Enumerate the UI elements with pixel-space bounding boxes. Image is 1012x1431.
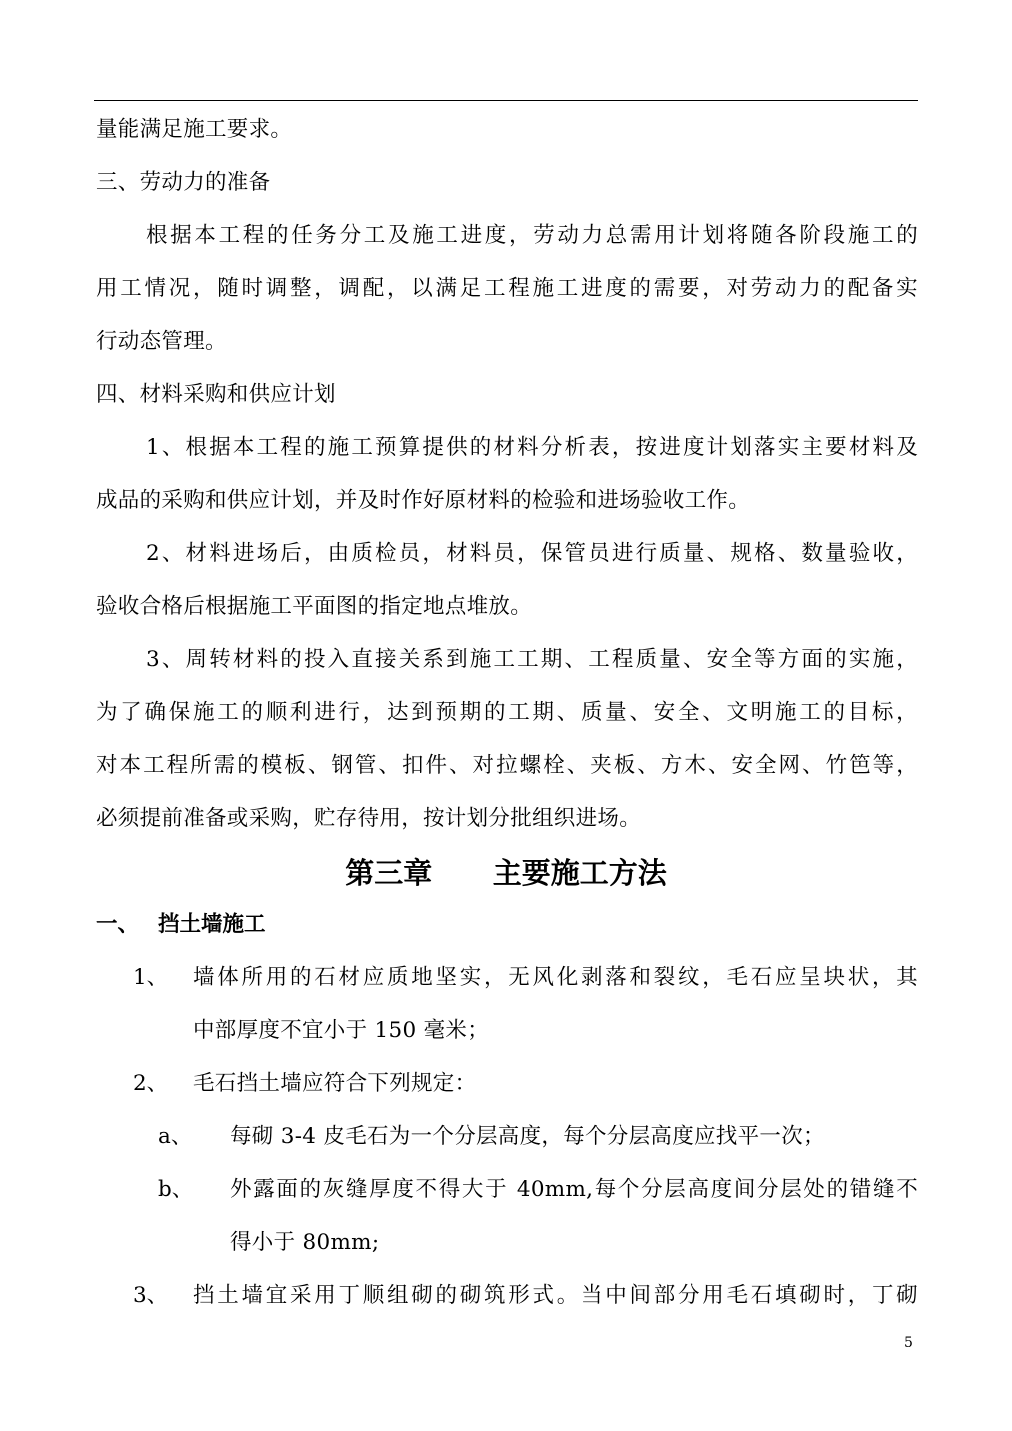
list-item-number: 3、 [133,1283,169,1308]
text-line: 为了确保施工的顺利进行，达到预期的工期、质量、安全、文明施工的目标， [96,700,918,725]
list-item-text: 挡土墙宜采用丁顺组砌的砌筑形式。当中间部分用毛石填砌时，丁砌 [193,1283,918,1308]
list-item-text: 墙体所用的石材应质地坚实，无风化剥落和裂纹，毛石应呈块状，其 [193,965,918,990]
list-item-number: 1、 [133,965,169,990]
list-item-number: 2、 [133,1071,169,1096]
text-line: 量能满足施工要求。 [96,117,293,142]
section-title: 挡土墙施工 [158,912,266,937]
text-line: 行动态管理。 [96,329,227,354]
list-item-number: a、 [158,1124,193,1149]
page-number: 5 [904,1335,913,1351]
text-line: 3、周转材料的投入直接关系到施工工期、工程质量、安全等方面的实施， [146,647,918,672]
text-line: 验收合格后根据施工平面图的指定地点堆放。 [96,594,533,619]
text-line: 根据本工程的任务分工及施工进度，劳动力总需用计划将随各阶段施工的 [146,223,918,248]
text-line: 2、材料进场后，由质检员，材料员，保管员进行质量、规格、数量验收， [146,541,918,566]
section-heading: 三、劳动力的准备 [96,170,271,195]
section-number: 一、 [96,912,140,937]
list-item-number: b、 [158,1177,194,1202]
section-heading [96,910,266,940]
list-item-text: 中部厚度不宜小于 150 毫米； [193,1018,490,1043]
header-rule [94,100,918,101]
list-item-text: 外露面的灰缝厚度不得大于 40mm,每个分层高度间分层处的错缝不 [230,1177,918,1202]
text-line: 成品的采购和供应计划，并及时作好原材料的检验和进场验收工作。 [96,488,751,513]
list-item-text: 毛石挡土墙应符合下列规定： [193,1071,477,1096]
section-heading: 四、材料采购和供应计划 [96,382,336,407]
list-item-text: 得小于 80mm; [230,1230,380,1255]
list-item-text: 每砌 3-4 皮毛石为一个分层高度，每个分层高度应找平一次； [230,1124,825,1149]
text-line: 1、根据本工程的施工预算提供的材料分析表，按进度计划落实主要材料及 [146,435,918,460]
chapter-title: 第三章 主要施工方法 [345,856,667,890]
text-line: 用工情况，随时调整，调配，以满足工程施工进度的需要，对劳动力的配备实 [96,276,918,301]
text-line: 对本工程所需的模板、钢管、扣件、对拉螺栓、夹板、方木、安全网、竹笆等， [96,753,918,778]
text-line: 必须提前准备或采购，贮存待用，按计划分批组织进场。 [96,806,642,831]
